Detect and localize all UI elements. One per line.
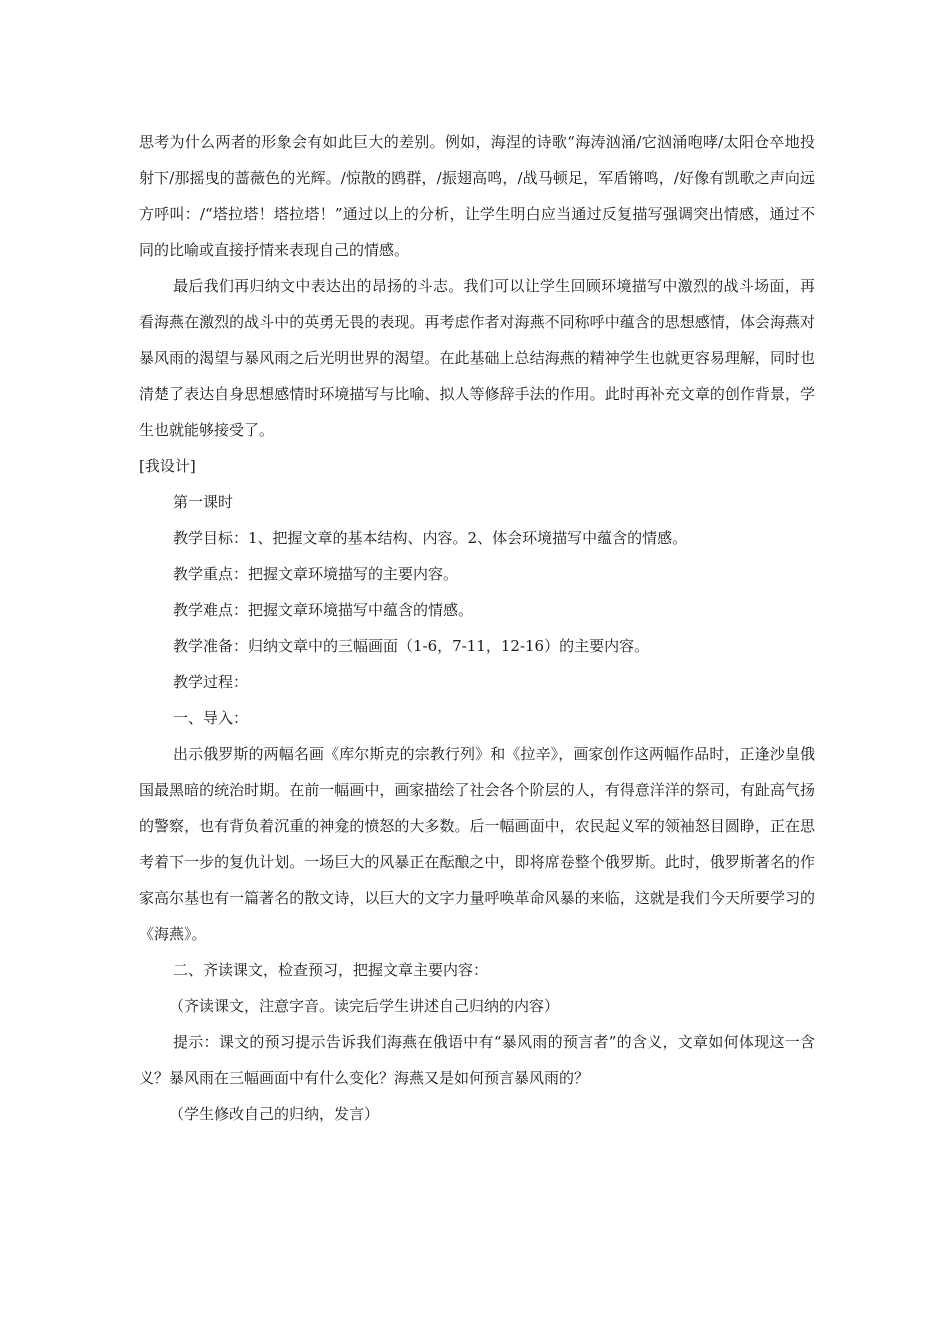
teaching-difficulty: 教学难点：把握文章环境描写中蕴含的情感。 — [173, 601, 474, 619]
teaching-goals: 教学目标：1、把握文章的基本结构、内容。2、体会环境描写中蕴含的情感。 — [173, 529, 688, 547]
step-introduction: 一、导入： — [173, 709, 249, 727]
paragraph-hint: 提示：课文的预习提示告诉我们海燕在俄语中有“暴风雨的预言者”的含义，文章如何体现这一含义？暴风雨在三幅画面中有什么变化？海燕又是如何预言暴风雨的？ — [139, 1033, 815, 1087]
paragraph-summary: 最后我们再归纳文中表达出的昂扬的斗志。我们可以让学生回顾环境描写中激烈的战斗场面，再看海燕在激烈的战斗中的英勇无畏的表现。再考虑作者对海燕不同称呼中蕴含的思想感情，体会海燕对暴风雨的渴望与暴风雨之后光明世界的渴望。在此基础上总结海燕的精神学生也就更容易理解，同时也清楚了表达自身思想感情时环境描写与比喻、拟人等修辞手法的作用。此时再补充文章的创作背景，学生也就能够接受了。 — [139, 277, 815, 439]
step-reading: 二、齐读课文，检查预习，把握文章主要内容： — [173, 961, 489, 979]
teaching-focus: 教学重点：把握文章环境描写的主要内容。 — [173, 565, 459, 583]
note-reading: （齐读课文，注意字音。读完后学生讲述自己归纳的内容） — [169, 997, 560, 1015]
paragraph-continuation: 思考为什么两者的形象会有如此巨大的差别。例如，海涅的诗歌“海涛汹涌/它汹涌咆哮/太阳仓卒地投射下/那摇曳的蔷薇色的光辉。/惊散的鸥群，/振翅高鸣，/战马顿足，军盾锵鸣，/好像有凯歌之声向远方呼叫：/“塔拉塔！塔拉塔！”通过以上的分析，让学生明白应当通过反复描写强调突出情感，通过不同的比喻或直接抒情来表现自己的情感。 — [139, 133, 815, 259]
lesson-title: 第一课时 — [173, 493, 234, 511]
note-revise: （学生修改自己的归纳，发言） — [169, 1105, 380, 1123]
teaching-process: 教学过程： — [173, 673, 249, 691]
teaching-preparation: 教学准备：归纳文章中的三幅画面（1-6，7-11，12-16）的主要内容。 — [173, 637, 650, 655]
document-body — [139, 124, 815, 1132]
paragraph-introduction: 出示俄罗斯的两幅名画《库尔斯克的宗教行列》和《拉辛》，画家创作这两幅作品时，正逢沙皇俄国最黑暗的统治时期。在前一幅画中，画家描绘了社会各个阶层的人，有得意洋洋的祭司，有趾高气扬的警察，也有背负着沉重的神龛的愤怒的大多数。后一幅画面中，农民起义军的领袖怒目圆睁，正在思考着下一步的复仇计划。一场巨大的风暴正在酝酿之中，即将席卷整个俄罗斯。此时，俄罗斯著名的作家高尔基也有一篇著名的散文诗，以巨大的文字力量呼唤革命风暴的来临，这就是我们今天所要学习的《海燕》。 — [139, 745, 815, 943]
section-heading-design: [我设计] — [139, 457, 196, 475]
